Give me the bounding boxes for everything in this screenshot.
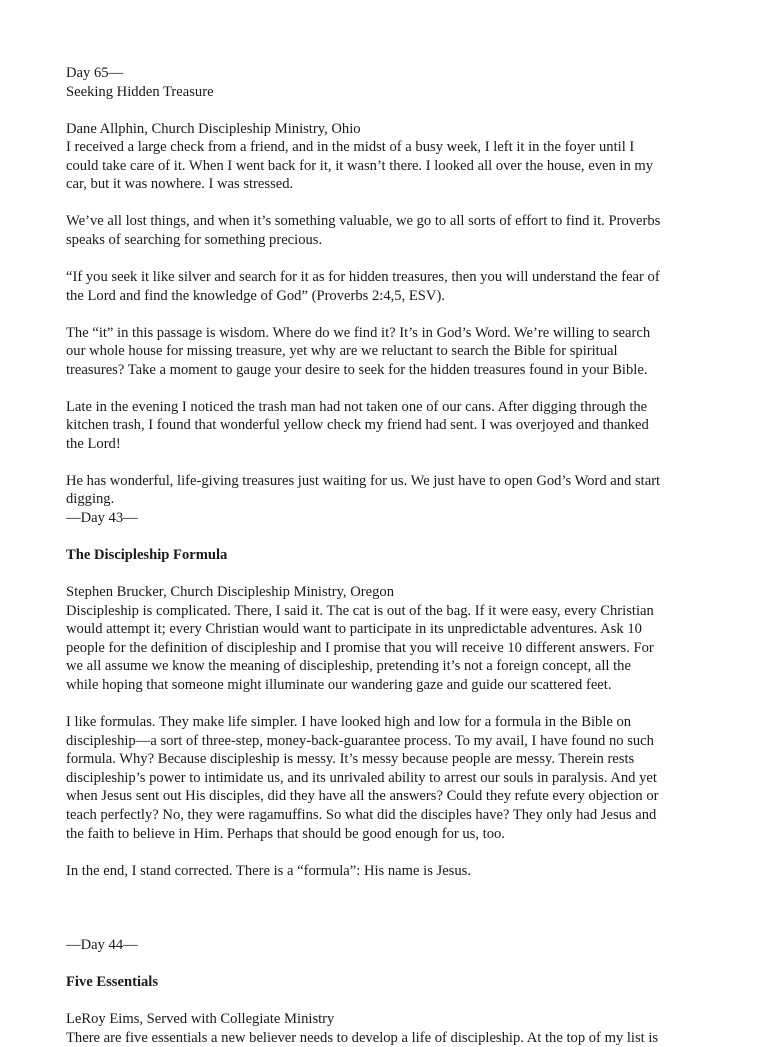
text-line: people for the definition of discipleship and I promise that you will receive 10 different answers. For xyxy=(66,639,654,656)
text-line: kitchen trash, I found that wonderful yellow check my friend had sent. I was overjoyed and thanked xyxy=(66,417,649,434)
text-line: He has wonderful, life-giving treasures just waiting for us. We just have to open God’s Word and start xyxy=(66,472,661,489)
text-line: the Lord! xyxy=(66,435,121,452)
text-line: our whole house for missing treasure, yet why are we reluctant to search the Bible for spiritual xyxy=(66,343,618,360)
text-line: we all assume we know the meaning of discipleship, pretending it’s not a foreign concept, all the xyxy=(66,658,631,675)
text-line: I received a large check from a friend, and in the midst of a busy week, I left it in the foyer until I xyxy=(66,139,635,156)
scripture-quote xyxy=(66,268,706,305)
day-heading xyxy=(66,64,706,101)
day-label: —Day 44— xyxy=(66,937,138,954)
text-line: Discipleship is complicated. There, I said it. The cat is out of the bag. If it were easy, every Christian xyxy=(66,602,654,619)
paragraph xyxy=(66,1029,706,1047)
text-line: There are five essentials a new believer needs to develop a life of discipleship. At the top of my list is xyxy=(66,1029,659,1046)
devotional-title: Five Essentials xyxy=(66,974,159,991)
text-line: discipleship’s power to intimidate us, and its unrivaled ability to arrest our souls in paralysis. And yet xyxy=(66,769,657,786)
text-line: In the end, I stand corrected. There is a “formula”: His name is Jesus. xyxy=(66,862,471,879)
text-line: formula. Why? Because discipleship is messy. It’s messy because people are messy. Therein rests xyxy=(66,751,635,768)
devotional-day-43 xyxy=(66,509,706,880)
text-line: the faith to believe in Him. Perhaps that should be good enough for us, too. xyxy=(66,825,505,842)
paragraph xyxy=(66,713,706,843)
text-line: discipleship—a sort of three-step, money-back-guarantee process. To my avail, I have found no such xyxy=(66,732,654,749)
text-line: teach perfectly? No, they were ragamuffins. So what did the disciples have? They only had Jesus and xyxy=(66,806,657,823)
text-line: We’ve all lost things, and when it’s something valuable, we go to all sorts of effort to find it. Proverbs xyxy=(66,213,661,230)
paragraph xyxy=(66,398,706,454)
paragraph xyxy=(66,324,706,380)
devotional-day-65 xyxy=(66,64,706,509)
devotional-title: Seeking Hidden Treasure xyxy=(66,83,214,100)
day-label: —Day 43— xyxy=(66,510,138,527)
devotional-day-44 xyxy=(66,936,706,1047)
text-line: speaks of searching for something precious. xyxy=(66,231,323,248)
document-page xyxy=(66,64,706,1047)
text-line: when Jesus sent out His disciples, did they have all the answers? Could they refute every objection or xyxy=(66,788,659,805)
text-line: The “it” in this passage is wisdom. Where do we find it? It’s in God’s Word. We’re willing to search xyxy=(66,324,651,341)
text-line: I like formulas. They make life simpler. I have looked high and low for a formula in the Bible on xyxy=(66,713,632,730)
text-line: car, but it was nowhere. I was stressed. xyxy=(66,176,294,193)
paragraph xyxy=(66,212,706,249)
text-line: “If you seek it like silver and search for it as for hidden treasures, then you will understand the fear of xyxy=(66,268,660,285)
text-line: while hoping that someone might illuminate our wandering gaze and guide our scattered feet. xyxy=(66,676,612,693)
text-line: treasures? Take a moment to gauge your desire to seek for the hidden treasures found in your Bible. xyxy=(66,361,648,378)
author-line: Dane Allphin, Church Discipleship Ministry, Ohio xyxy=(66,120,361,137)
paragraph xyxy=(66,862,706,881)
text-line: would attempt it; every Christian would want to participate in its unpredictable adventures. Ask 10 xyxy=(66,621,642,638)
text-line: the Lord and find the knowledge of God” (Proverbs 2:4,5, ESV). xyxy=(66,287,445,304)
text-line: could take care of it. When I went back for it, it wasn’t there. I looked all over the house, even in my xyxy=(66,157,654,174)
author-line: Stephen Brucker, Church Discipleship Ministry, Oregon xyxy=(66,584,394,600)
author-line: LeRoy Eims, Served with Collegiate Ministry xyxy=(66,1011,335,1028)
paragraph xyxy=(66,602,706,695)
paragraph xyxy=(66,472,706,509)
text-line: Late in the evening I noticed the trash man had not taken one of our cans. After digging through the xyxy=(66,398,648,415)
text-line: digging. xyxy=(66,491,115,508)
day-label: Day 65— xyxy=(66,65,124,81)
devotional-title: The Discipleship Formula xyxy=(66,547,228,564)
paragraph xyxy=(66,138,706,194)
